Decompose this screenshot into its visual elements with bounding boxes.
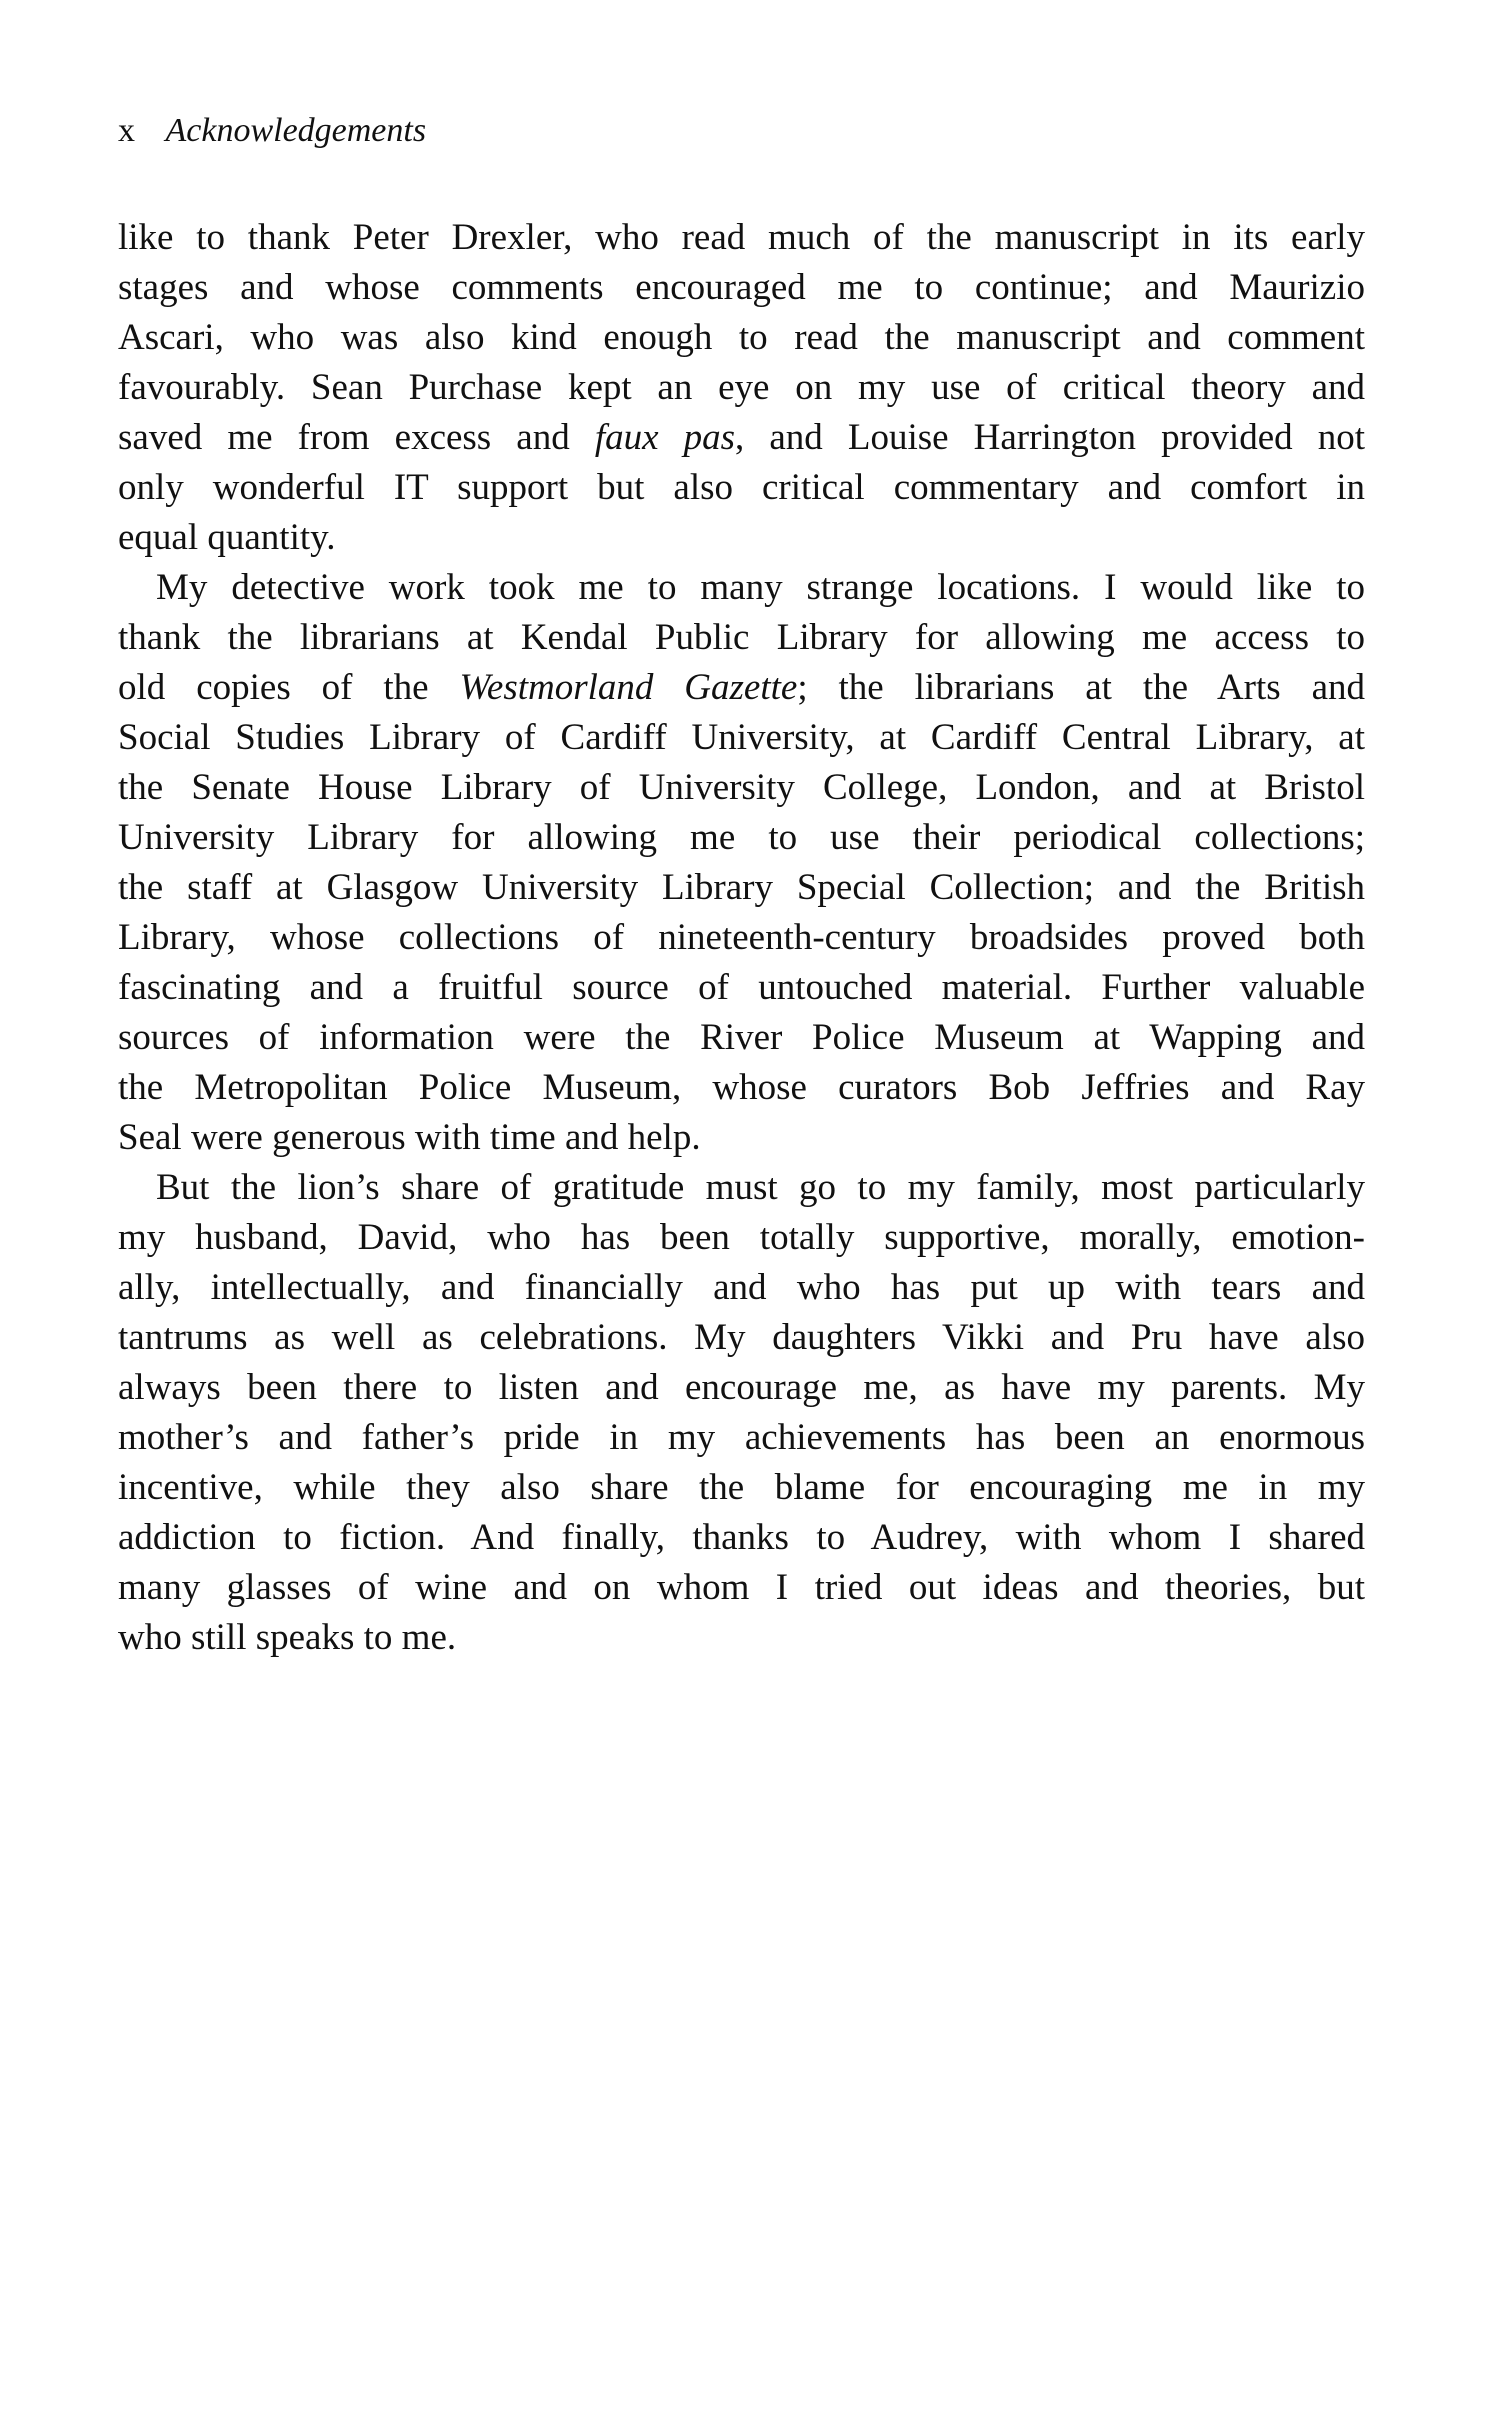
text-run: the Senate House Library of University College, London, and at Bristol xyxy=(118,767,1365,808)
text-run: only wonderful IT support but also critical commentary and comfort in xyxy=(118,467,1365,508)
text-line xyxy=(118,363,1365,413)
text-line xyxy=(118,963,1365,1013)
text-run: Ascari, who was also kind enough to read the manuscript and comment xyxy=(118,317,1365,358)
text-line xyxy=(118,1613,1365,1663)
text-run: always been there to listen and encourage me, as have my parents. My xyxy=(118,1367,1365,1408)
text-line xyxy=(118,1463,1365,1513)
text-run: saved me from excess and xyxy=(118,417,595,458)
text-line xyxy=(118,313,1365,363)
text-line xyxy=(118,1563,1365,1613)
text-run: old copies of the xyxy=(118,667,460,708)
text-line xyxy=(118,613,1365,663)
text-run: my husband, David, who has been totally supportive, morally, emotion- xyxy=(118,1217,1365,1258)
text-run: But the lion’s share of gratitude must go to my family, most particularly xyxy=(156,1167,1365,1208)
text-line xyxy=(118,1163,1365,1213)
running-head xyxy=(118,111,426,151)
text-run: mother’s and father’s pride in my achievements has been an enormous xyxy=(118,1417,1365,1458)
text-run: thank the librarians at Kendal Public Library for allowing me access to xyxy=(118,617,1365,658)
text-run: many glasses of wine and on whom I tried out ideas and theories, but xyxy=(118,1567,1365,1608)
text-line xyxy=(118,663,1365,713)
text-line xyxy=(118,263,1365,313)
text-line xyxy=(118,513,1365,563)
text-run: sources of information were the River Police Museum at Wapping and xyxy=(118,1017,1365,1058)
text-run: fascinating and a fruitful source of untouched material. Further valuable xyxy=(118,967,1365,1008)
text-run: ; the librarians at the Arts and xyxy=(797,667,1365,708)
text-run: who still speaks to me. xyxy=(118,1617,457,1658)
text-line xyxy=(118,863,1365,913)
text-line xyxy=(118,463,1365,513)
text-run: Social Studies Library of Cardiff University, at Cardiff Central Library, at xyxy=(118,717,1365,758)
text-line xyxy=(118,813,1365,863)
text-line xyxy=(118,213,1365,263)
text-line xyxy=(118,713,1365,763)
paragraph xyxy=(118,563,1365,1163)
text-line xyxy=(118,1113,1365,1163)
text-run: Seal were generous with time and help. xyxy=(118,1117,701,1158)
text-run: stages and whose comments encouraged me to continue; and Maurizio xyxy=(118,267,1365,308)
text-line xyxy=(118,1013,1365,1063)
text-run: My detective work took me to many strange locations. I would like to xyxy=(156,567,1365,608)
text-run: equal quantity. xyxy=(118,517,336,558)
italic-title: faux pas xyxy=(594,417,736,458)
body-text xyxy=(118,213,1365,1663)
paragraph xyxy=(118,1163,1365,1663)
text-line xyxy=(118,1263,1365,1313)
text-line xyxy=(118,1213,1365,1263)
text-run: incentive, while they also share the blame for encouraging me in my xyxy=(118,1467,1365,1508)
text-line xyxy=(118,1413,1365,1463)
text-run: addiction to fiction. And finally, thanks to Audrey, with whom I shared xyxy=(118,1517,1365,1558)
text-run: University Library for allowing me to use their periodical collections; xyxy=(118,817,1365,858)
text-line xyxy=(118,563,1365,613)
text-run: the staff at Glasgow University Library Special Collection; and the British xyxy=(118,867,1365,908)
text-line xyxy=(118,913,1365,963)
text-line xyxy=(118,1063,1365,1113)
text-line xyxy=(118,1363,1365,1413)
text-line xyxy=(118,763,1365,813)
text-run: favourably. Sean Purchase kept an eye on my use of critical theory and xyxy=(118,367,1365,408)
italic-title: Westmorland Gazette xyxy=(459,667,798,708)
text-line xyxy=(118,1313,1365,1363)
running-head-title: Acknowledgements xyxy=(165,112,427,149)
text-run: like to thank Peter Drexler, who read much of the manuscript in its early xyxy=(118,217,1365,258)
text-run: the Metropolitan Police Museum, whose curators Bob Jeffries and Ray xyxy=(118,1067,1365,1108)
paragraph xyxy=(118,213,1365,563)
text-run: ally, intellectually, and financially and who has put up with tears and xyxy=(118,1267,1365,1308)
text-line xyxy=(118,1513,1365,1563)
text-run: Library, whose collections of nineteenth-century broadsides proved both xyxy=(118,917,1365,958)
text-run: , and Louise Harrington provided not xyxy=(735,417,1365,458)
page-number: x xyxy=(118,112,135,149)
text-run: tantrums as well as celebrations. My daughters Vikki and Pru have also xyxy=(118,1317,1365,1358)
text-line xyxy=(118,413,1365,463)
